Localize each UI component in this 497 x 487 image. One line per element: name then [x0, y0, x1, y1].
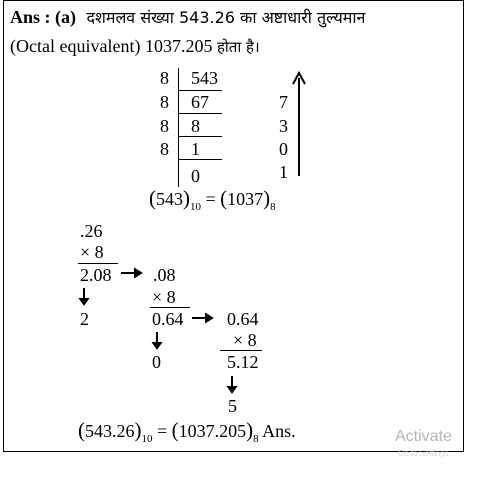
down-arrow-icon: [151, 331, 163, 351]
ladder-rule: [178, 90, 222, 91]
down-arrow-icon: [78, 287, 90, 307]
integer-result-eq: =: [205, 189, 216, 209]
remainder: 0: [279, 139, 288, 159]
question-line-1: [10, 6, 365, 28]
step3-digit: 5: [228, 396, 237, 416]
step3-multiplier: × 8: [233, 330, 257, 350]
integer-result: $(543)_{10} = (1037)_8$: [149, 186, 276, 213]
dividend: 1: [191, 139, 200, 159]
final-result-lhs-base: 10: [141, 433, 153, 445]
divisor: 8: [160, 116, 169, 136]
step2-rule: [150, 307, 190, 308]
step3-rule: [220, 350, 262, 351]
question-line-2: [10, 36, 260, 57]
step1-digit: 2: [80, 309, 89, 329]
final-result-lhs: 543.26: [85, 421, 135, 441]
final-result: $(543.26)_{10} = (1037.205)_8$ Ans.: [78, 418, 296, 445]
step1-rule: [78, 263, 118, 264]
divisor: 8: [160, 92, 169, 112]
ladder-rule: [178, 113, 222, 114]
step1-number: .26: [80, 221, 103, 241]
ladder-rule: [178, 159, 222, 160]
integer-result-rhs-base: 8: [270, 201, 276, 213]
divisor: 8: [160, 139, 169, 159]
step3-number: 0.64: [227, 309, 259, 329]
final-result-rhs-base: 8: [253, 433, 259, 445]
integer-result-rhs: 1037: [227, 189, 264, 209]
down-arrow-icon: [226, 375, 238, 395]
final-result-rhs: 1037.205: [178, 421, 247, 441]
step2-digit: 0: [152, 352, 161, 372]
step1-product: 2.08: [80, 265, 112, 285]
ladder-vertical-rule: [178, 68, 179, 187]
activation-watermark: Activate: [395, 428, 452, 445]
remainder: 1: [279, 162, 288, 182]
right-arrow-icon: [120, 267, 144, 279]
question-text-2a: (Octal equivalent) 1037.205: [10, 36, 213, 56]
step1-multiplier: × 8: [80, 242, 104, 262]
question-text-2b: होता है।: [216, 38, 260, 56]
right-arrow-icon: [191, 312, 215, 324]
integer-result-lhs-base: 10: [190, 201, 201, 213]
activation-watermark-subtext: Go to Settings: [398, 449, 449, 458]
ladder-rule: [178, 136, 222, 137]
question-text-1: दशमलव संख्या 543.26 का अष्टाधारी तुल्यमान: [86, 8, 366, 27]
dividend: 0: [191, 166, 200, 186]
final-result-eq: =: [157, 421, 168, 441]
step3-product: 5.12: [227, 352, 259, 372]
step2-product: 0.64: [152, 309, 184, 329]
read-upward-arrow-icon: [292, 72, 306, 176]
remainder: 3: [279, 116, 288, 136]
dividend: 543: [191, 68, 218, 88]
divisor: 8: [160, 68, 169, 88]
step2-number: .08: [153, 265, 176, 285]
final-result-suffix: Ans.: [262, 421, 296, 441]
ans-label: Ans :: [10, 7, 51, 27]
integer-result-lhs: 543: [156, 189, 183, 209]
remainder: 7: [279, 92, 288, 112]
part-label: (a): [55, 7, 77, 27]
step2-multiplier: × 8: [152, 287, 176, 307]
dividend: 8: [191, 116, 200, 136]
dividend: 67: [191, 92, 209, 112]
